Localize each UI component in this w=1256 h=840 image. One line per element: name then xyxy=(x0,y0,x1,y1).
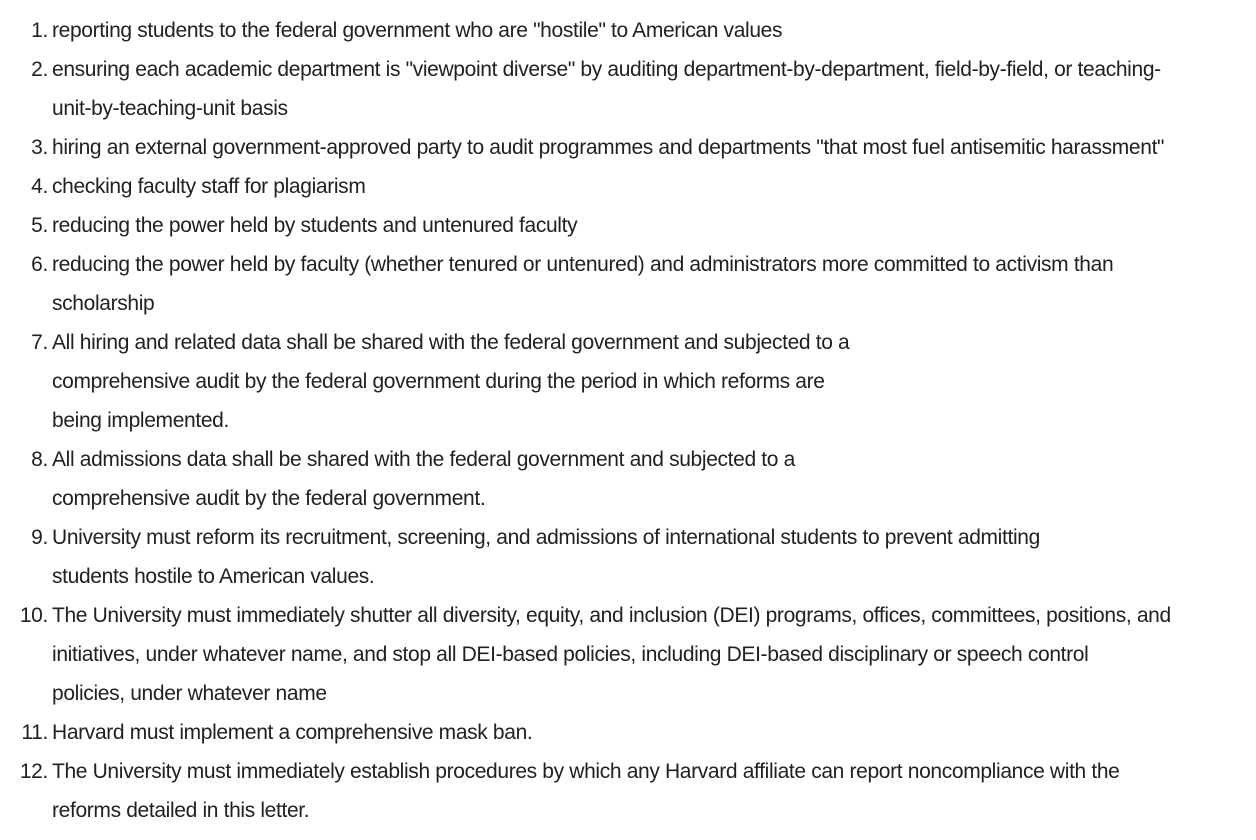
list-item-line: being implemented. xyxy=(52,409,229,432)
list-item-text xyxy=(52,752,1238,830)
list-item-line: ensuring each academic department is "viewpoint diverse" by auditing department-by-department, field-by-field, or teaching- xyxy=(52,58,1161,81)
list-item-text xyxy=(52,245,1238,323)
list-item-number: 4. xyxy=(31,175,48,198)
list-item xyxy=(0,245,1256,323)
list-item xyxy=(0,167,1256,206)
list-item-text xyxy=(52,713,1238,752)
list-item-line: comprehensive audit by the federal government. xyxy=(52,487,486,510)
list-item-line: comprehensive audit by the federal government during the period in which reforms are xyxy=(52,370,825,393)
list-item-line: reforms detailed in this letter. xyxy=(52,799,310,822)
list-item-number: 10. xyxy=(19,604,48,627)
list-item xyxy=(0,50,1256,128)
list-item-line: reducing the power held by students and untenured faculty xyxy=(52,214,578,237)
list-item-number: 1. xyxy=(31,19,48,42)
list-item-line: reporting students to the federal government who are "hostile" to American values xyxy=(52,19,783,42)
list-item-line: The University must immediately establish procedures by which any Harvard affiliate can report noncompliance with the xyxy=(52,760,1120,783)
list-item xyxy=(0,752,1256,830)
list-item-text xyxy=(52,440,1238,518)
list-item-number: 11. xyxy=(21,721,48,744)
list-item xyxy=(0,128,1256,167)
list-item-text xyxy=(52,167,1238,206)
list-item-number: 6. xyxy=(31,253,48,276)
list-item-number: 9. xyxy=(31,526,48,549)
list-item-line: policies, under whatever name xyxy=(52,682,327,705)
list-item xyxy=(0,11,1256,50)
list-item-line: reducing the power held by faculty (whether tenured or untenured) and administrators more committed to activism than xyxy=(52,253,1114,276)
list-item-line: checking faculty staff for plagiarism xyxy=(52,175,366,198)
list-item xyxy=(0,596,1256,713)
list-item xyxy=(0,518,1256,596)
list-item-number: 5. xyxy=(31,214,48,237)
list-item-text xyxy=(52,323,1238,440)
list-item-line: initiatives, under whatever name, and stop all DEI-based policies, including DEI-based disciplinary or speech control xyxy=(52,643,1089,666)
list-item-line: Harvard must implement a comprehensive mask ban. xyxy=(52,721,533,744)
numbered-list xyxy=(0,11,1256,830)
list-item-line: hiring an external government-approved party to audit programmes and departments "that most fuel antisemitic harassment" xyxy=(52,136,1165,159)
list-item xyxy=(0,713,1256,752)
list-item-text xyxy=(52,11,1238,50)
list-item-number: 12. xyxy=(19,760,48,783)
list-item xyxy=(0,206,1256,245)
list-item-number: 8. xyxy=(31,448,48,471)
list-item-text xyxy=(52,596,1238,713)
list-item xyxy=(0,323,1256,440)
list-item-line: scholarship xyxy=(52,292,155,315)
list-item-text xyxy=(52,518,1238,596)
list-item-line: All hiring and related data shall be shared with the federal government and subjected to a xyxy=(52,331,850,354)
list-item-number: 2. xyxy=(31,58,48,81)
list-item-text xyxy=(52,206,1238,245)
list-item-line: students hostile to American values. xyxy=(52,565,375,588)
list-item-line: unit-by-teaching-unit basis xyxy=(52,97,288,120)
list-item-line: University must reform its recruitment, screening, and admissions of international students to prevent admitting xyxy=(52,526,1040,549)
list-item xyxy=(0,440,1256,518)
list-item-line: The University must immediately shutter all diversity, equity, and inclusion (DEI) programs, offices, committees, positions, and xyxy=(52,604,1171,627)
list-item-text xyxy=(52,128,1238,167)
list-item-line: All admissions data shall be shared with the federal government and subjected to a xyxy=(52,448,795,471)
list-item-number: 3. xyxy=(31,136,48,159)
list-item-text xyxy=(52,50,1238,128)
list-item-number: 7. xyxy=(31,331,48,354)
